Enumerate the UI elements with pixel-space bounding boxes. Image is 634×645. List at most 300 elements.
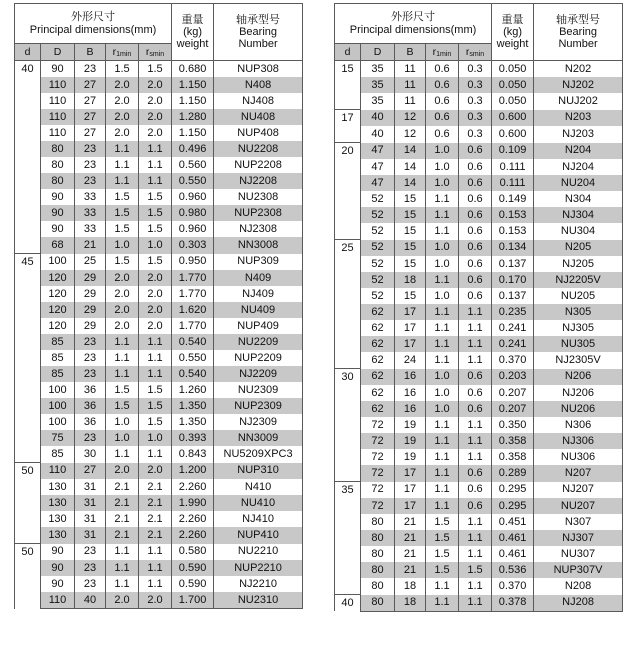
cell-d bbox=[15, 366, 41, 382]
cell-weight: 1.350 bbox=[172, 414, 214, 430]
cell-r1min: 1.0 bbox=[426, 288, 459, 304]
col-B-header: B bbox=[395, 44, 426, 61]
cell-rsmin: 0.6 bbox=[459, 385, 492, 401]
table-row bbox=[335, 449, 623, 465]
table-row bbox=[15, 189, 303, 205]
table-row bbox=[335, 417, 623, 433]
cell-r1min: 2.1 bbox=[106, 495, 139, 511]
cell-weight: 0.050 bbox=[492, 93, 534, 110]
cell-D: 62 bbox=[361, 369, 395, 386]
cell-d bbox=[15, 270, 41, 286]
cell-D: 35 bbox=[361, 61, 395, 78]
cell-D: 100 bbox=[41, 414, 75, 430]
cell-bearing-number: N409 bbox=[214, 270, 303, 286]
cell-B: 27 bbox=[75, 125, 106, 141]
cell-d: 20 bbox=[335, 143, 361, 160]
cell-d bbox=[15, 109, 41, 125]
cell-bearing-number: NU408 bbox=[214, 109, 303, 125]
cell-r1min: 1.1 bbox=[426, 191, 459, 207]
table-row bbox=[335, 482, 623, 499]
cell-rsmin: 2.0 bbox=[139, 125, 172, 141]
table-row bbox=[15, 560, 303, 576]
cell-d: 45 bbox=[15, 254, 41, 271]
cell-d bbox=[335, 93, 361, 110]
cell-d: 17 bbox=[335, 110, 361, 127]
cell-rsmin: 1.1 bbox=[459, 320, 492, 336]
cell-r1min: 2.0 bbox=[106, 318, 139, 334]
cell-D: 35 bbox=[361, 77, 395, 93]
cell-D: 100 bbox=[41, 254, 75, 271]
cell-B: 23 bbox=[75, 430, 106, 446]
cell-D: 110 bbox=[41, 93, 75, 109]
cell-d bbox=[15, 382, 41, 398]
cell-bearing-number: N203 bbox=[534, 110, 623, 127]
cell-D: 90 bbox=[41, 576, 75, 592]
cell-weight: 0.111 bbox=[492, 159, 534, 175]
cell-bearing-number: NUP2308 bbox=[214, 205, 303, 221]
cell-bearing-number: NJ304 bbox=[534, 207, 623, 223]
table-row bbox=[335, 175, 623, 191]
cell-bearing-number: NJ306 bbox=[534, 433, 623, 449]
cell-rsmin: 1.1 bbox=[139, 560, 172, 576]
cell-weight: 1.700 bbox=[172, 592, 214, 609]
cell-rsmin: 1.1 bbox=[459, 530, 492, 546]
cell-d bbox=[15, 157, 41, 173]
cell-B: 17 bbox=[395, 482, 426, 499]
cell-r1min: 0.6 bbox=[426, 93, 459, 110]
table-row bbox=[335, 207, 623, 223]
cell-r1min: 1.1 bbox=[426, 352, 459, 369]
cell-weight: 1.260 bbox=[172, 382, 214, 398]
cell-rsmin: 1.1 bbox=[459, 595, 492, 612]
cell-B: 27 bbox=[75, 463, 106, 480]
cell-D: 120 bbox=[41, 270, 75, 286]
cell-rsmin: 1.1 bbox=[459, 352, 492, 369]
cell-B: 29 bbox=[75, 270, 106, 286]
cell-r1min: 1.0 bbox=[106, 414, 139, 430]
cell-B: 31 bbox=[75, 495, 106, 511]
cell-r1min: 1.5 bbox=[106, 61, 139, 78]
table-row bbox=[335, 304, 623, 320]
cell-bearing-number: NU2209 bbox=[214, 334, 303, 350]
cell-bearing-number: N307 bbox=[534, 514, 623, 530]
cell-d bbox=[335, 272, 361, 288]
cell-rsmin: 0.6 bbox=[459, 143, 492, 160]
weight-header: 重量 (kg) weight bbox=[492, 4, 534, 61]
cell-D: 40 bbox=[361, 110, 395, 127]
cell-B: 16 bbox=[395, 401, 426, 417]
cell-weight: 1.280 bbox=[172, 109, 214, 125]
cell-d bbox=[335, 465, 361, 482]
cell-rsmin: 0.6 bbox=[459, 159, 492, 175]
table-row bbox=[15, 495, 303, 511]
cell-B: 36 bbox=[75, 382, 106, 398]
cell-D: 80 bbox=[361, 578, 395, 595]
cell-d: 15 bbox=[335, 61, 361, 78]
cell-d bbox=[335, 385, 361, 401]
cell-B: 19 bbox=[395, 433, 426, 449]
cell-D: 72 bbox=[361, 433, 395, 449]
cell-d: 40 bbox=[335, 595, 361, 612]
cell-r1min: 1.1 bbox=[106, 560, 139, 576]
cell-weight: 0.050 bbox=[492, 61, 534, 78]
cell-B: 23 bbox=[75, 350, 106, 366]
weight-header: 重量 (kg) weight bbox=[172, 4, 214, 61]
cell-weight: 0.461 bbox=[492, 546, 534, 562]
cell-D: 47 bbox=[361, 175, 395, 191]
cell-D: 47 bbox=[361, 159, 395, 175]
cell-D: 110 bbox=[41, 463, 75, 480]
table-row bbox=[15, 318, 303, 334]
cell-weight: 1.770 bbox=[172, 270, 214, 286]
cell-rsmin: 2.0 bbox=[139, 93, 172, 109]
cell-weight: 1.350 bbox=[172, 398, 214, 414]
cell-bearing-number: N305 bbox=[534, 304, 623, 320]
cell-weight: 0.207 bbox=[492, 385, 534, 401]
cell-rsmin: 0.6 bbox=[459, 369, 492, 386]
table-row bbox=[15, 414, 303, 430]
cell-d bbox=[335, 77, 361, 93]
cell-weight: 0.393 bbox=[172, 430, 214, 446]
cell-d bbox=[335, 530, 361, 546]
cell-r1min: 1.1 bbox=[106, 366, 139, 382]
cell-d bbox=[335, 175, 361, 191]
cell-B: 11 bbox=[395, 77, 426, 93]
bearing-number-header: 轴承型号 Bearing Number bbox=[214, 4, 303, 61]
cell-weight: 0.111 bbox=[492, 175, 534, 191]
cell-weight: 0.496 bbox=[172, 141, 214, 157]
cell-D: 110 bbox=[41, 109, 75, 125]
cell-rsmin: 1.1 bbox=[459, 433, 492, 449]
cell-rsmin: 0.3 bbox=[459, 110, 492, 127]
cell-weight: 0.235 bbox=[492, 304, 534, 320]
cell-D: 100 bbox=[41, 398, 75, 414]
cell-B: 27 bbox=[75, 109, 106, 125]
cell-B: 15 bbox=[395, 288, 426, 304]
cell-d bbox=[15, 125, 41, 141]
cell-bearing-number: NJ2308 bbox=[214, 221, 303, 237]
cell-r1min: 2.0 bbox=[106, 109, 139, 125]
table-row bbox=[15, 366, 303, 382]
cell-D: 80 bbox=[361, 546, 395, 562]
cell-B: 11 bbox=[395, 93, 426, 110]
cell-rsmin: 1.1 bbox=[459, 336, 492, 352]
cell-r1min: 2.0 bbox=[106, 125, 139, 141]
cell-rsmin: 1.5 bbox=[139, 221, 172, 237]
cell-B: 17 bbox=[395, 320, 426, 336]
cell-rsmin: 0.6 bbox=[459, 465, 492, 482]
cell-rsmin: 2.1 bbox=[139, 527, 172, 544]
cell-weight: 1.770 bbox=[172, 286, 214, 302]
table-row bbox=[335, 143, 623, 160]
cell-bearing-number: NJ203 bbox=[534, 126, 623, 143]
table-row bbox=[15, 93, 303, 109]
cell-D: 130 bbox=[41, 479, 75, 495]
cell-d bbox=[335, 417, 361, 433]
cell-r1min: 1.1 bbox=[426, 465, 459, 482]
cell-D: 80 bbox=[41, 157, 75, 173]
cell-rsmin: 1.5 bbox=[139, 382, 172, 398]
cell-rsmin: 0.6 bbox=[459, 482, 492, 499]
cell-d bbox=[335, 401, 361, 417]
cell-B: 15 bbox=[395, 240, 426, 257]
cell-bearing-number: N204 bbox=[534, 143, 623, 160]
cell-d: 25 bbox=[335, 240, 361, 257]
cell-bearing-number: NJ2305V bbox=[534, 352, 623, 369]
cell-rsmin: 1.1 bbox=[139, 576, 172, 592]
cell-rsmin: 1.1 bbox=[459, 578, 492, 595]
cell-bearing-number: NUP307V bbox=[534, 562, 623, 578]
cell-weight: 0.358 bbox=[492, 449, 534, 465]
cell-r1min: 1.1 bbox=[426, 595, 459, 612]
cell-r1min: 1.0 bbox=[106, 237, 139, 254]
cell-D: 80 bbox=[361, 514, 395, 530]
cell-weight: 0.137 bbox=[492, 288, 534, 304]
cell-bearing-number: NU2208 bbox=[214, 141, 303, 157]
cell-rsmin: 2.0 bbox=[139, 318, 172, 334]
table-row bbox=[335, 126, 623, 143]
cell-d bbox=[15, 334, 41, 350]
cell-d bbox=[335, 223, 361, 240]
cell-weight: 0.590 bbox=[172, 576, 214, 592]
cell-bearing-number: NN3009 bbox=[214, 430, 303, 446]
cell-rsmin: 0.6 bbox=[459, 272, 492, 288]
cell-D: 90 bbox=[41, 189, 75, 205]
cell-r1min: 1.0 bbox=[106, 430, 139, 446]
cell-rsmin: 2.0 bbox=[139, 77, 172, 93]
cell-r1min: 1.5 bbox=[106, 382, 139, 398]
col-rsmin-header: $r_{smin}$ bbox=[459, 44, 492, 61]
cell-B: 27 bbox=[75, 77, 106, 93]
cell-r1min: 1.5 bbox=[106, 221, 139, 237]
cell-B: 21 bbox=[395, 546, 426, 562]
cell-B: 23 bbox=[75, 544, 106, 561]
cell-bearing-number: NU409 bbox=[214, 302, 303, 318]
cell-B: 18 bbox=[395, 595, 426, 612]
cell-weight: 1.150 bbox=[172, 77, 214, 93]
cell-r1min: 1.1 bbox=[426, 223, 459, 240]
cell-bearing-number: NUP308 bbox=[214, 61, 303, 78]
cell-D: 85 bbox=[41, 366, 75, 382]
cell-B: 16 bbox=[395, 385, 426, 401]
cell-B: 15 bbox=[395, 207, 426, 223]
cell-d bbox=[15, 446, 41, 463]
cell-rsmin: 1.1 bbox=[459, 417, 492, 433]
cell-bearing-number: NU304 bbox=[534, 223, 623, 240]
cell-rsmin: 0.6 bbox=[459, 223, 492, 240]
cell-r1min: 1.0 bbox=[426, 143, 459, 160]
cell-d bbox=[15, 141, 41, 157]
cell-bearing-number: NUP2208 bbox=[214, 157, 303, 173]
cell-r1min: 0.6 bbox=[426, 61, 459, 78]
cell-bearing-number: NJ2209 bbox=[214, 366, 303, 382]
table-row bbox=[335, 562, 623, 578]
table-row bbox=[15, 237, 303, 254]
cell-r1min: 1.0 bbox=[426, 256, 459, 272]
table-row bbox=[15, 592, 303, 609]
cell-rsmin: 2.1 bbox=[139, 511, 172, 527]
cell-bearing-number: NJ208 bbox=[534, 595, 623, 612]
cell-bearing-number: NUP2309 bbox=[214, 398, 303, 414]
cell-rsmin: 0.3 bbox=[459, 61, 492, 78]
cell-weight: 1.200 bbox=[172, 463, 214, 480]
table-row bbox=[15, 157, 303, 173]
cell-d bbox=[15, 221, 41, 237]
cell-d bbox=[15, 495, 41, 511]
bearing-number-header: 轴承型号 Bearing Number bbox=[534, 4, 623, 61]
cell-r1min: 1.5 bbox=[426, 530, 459, 546]
cell-bearing-number: NUP409 bbox=[214, 318, 303, 334]
cell-weight: 0.451 bbox=[492, 514, 534, 530]
cell-d bbox=[15, 511, 41, 527]
table-row bbox=[335, 465, 623, 482]
cell-bearing-number: NU2310 bbox=[214, 592, 303, 609]
cell-weight: 0.960 bbox=[172, 221, 214, 237]
cell-D: 52 bbox=[361, 207, 395, 223]
cell-bearing-number: N408 bbox=[214, 77, 303, 93]
cell-rsmin: 2.0 bbox=[139, 286, 172, 302]
cell-rsmin: 1.1 bbox=[139, 334, 172, 350]
cell-d bbox=[335, 449, 361, 465]
cell-r1min: 1.1 bbox=[106, 173, 139, 189]
cell-r1min: 1.1 bbox=[106, 350, 139, 366]
cell-bearing-number: N205 bbox=[534, 240, 623, 257]
cell-bearing-number: NUP309 bbox=[214, 254, 303, 271]
cell-weight: 0.137 bbox=[492, 256, 534, 272]
cell-r1min: 1.0 bbox=[426, 159, 459, 175]
cell-rsmin: 1.1 bbox=[139, 173, 172, 189]
cell-r1min: 1.5 bbox=[426, 546, 459, 562]
cell-rsmin: 1.0 bbox=[139, 430, 172, 446]
cell-rsmin: 0.6 bbox=[459, 191, 492, 207]
table-row bbox=[335, 288, 623, 304]
cell-D: 72 bbox=[361, 465, 395, 482]
cell-d bbox=[335, 320, 361, 336]
cell-bearing-number: N306 bbox=[534, 417, 623, 433]
cell-weight: 0.241 bbox=[492, 320, 534, 336]
cell-d bbox=[15, 414, 41, 430]
cell-weight: 0.580 bbox=[172, 544, 214, 561]
cell-rsmin: 0.6 bbox=[459, 288, 492, 304]
table-row bbox=[335, 110, 623, 127]
table-row bbox=[335, 93, 623, 110]
cell-rsmin: 0.6 bbox=[459, 401, 492, 417]
cell-bearing-number: NUP310 bbox=[214, 463, 303, 480]
table-row bbox=[335, 385, 623, 401]
table-row bbox=[15, 350, 303, 366]
table-row bbox=[335, 256, 623, 272]
cell-D: 120 bbox=[41, 302, 75, 318]
cell-D: 85 bbox=[41, 446, 75, 463]
cell-weight: 0.461 bbox=[492, 530, 534, 546]
cell-r1min: 1.1 bbox=[426, 320, 459, 336]
cell-rsmin: 2.0 bbox=[139, 592, 172, 609]
cell-r1min: 1.5 bbox=[106, 189, 139, 205]
cell-d bbox=[15, 302, 41, 318]
cell-rsmin: 1.5 bbox=[139, 189, 172, 205]
cell-d bbox=[335, 256, 361, 272]
table-row bbox=[335, 546, 623, 562]
cell-bearing-number: NUP2210 bbox=[214, 560, 303, 576]
cell-d bbox=[335, 514, 361, 530]
table-row bbox=[335, 352, 623, 369]
cell-B: 12 bbox=[395, 126, 426, 143]
cell-B: 17 bbox=[395, 465, 426, 482]
col-B-header: B bbox=[75, 44, 106, 61]
table-row bbox=[15, 221, 303, 237]
table-row bbox=[335, 159, 623, 175]
cell-weight: 0.960 bbox=[172, 189, 214, 205]
cell-weight: 0.289 bbox=[492, 465, 534, 482]
cell-D: 72 bbox=[361, 482, 395, 499]
cell-D: 90 bbox=[41, 61, 75, 78]
cell-r1min: 1.1 bbox=[106, 446, 139, 463]
cell-bearing-number: NJ202 bbox=[534, 77, 623, 93]
cell-D: 130 bbox=[41, 527, 75, 544]
cell-B: 11 bbox=[395, 61, 426, 78]
cell-r1min: 1.1 bbox=[426, 417, 459, 433]
table-row bbox=[15, 479, 303, 495]
cell-d: 50 bbox=[15, 463, 41, 480]
cell-weight: 2.260 bbox=[172, 479, 214, 495]
cell-B: 15 bbox=[395, 223, 426, 240]
table-row bbox=[15, 270, 303, 286]
cell-r1min: 2.0 bbox=[106, 592, 139, 609]
cell-B: 18 bbox=[395, 578, 426, 595]
cell-D: 110 bbox=[41, 125, 75, 141]
cell-r1min: 1.1 bbox=[426, 336, 459, 352]
cell-D: 120 bbox=[41, 318, 75, 334]
cell-r1min: 1.0 bbox=[426, 401, 459, 417]
cell-weight: 0.550 bbox=[172, 350, 214, 366]
cell-bearing-number: NU2308 bbox=[214, 189, 303, 205]
cell-B: 19 bbox=[395, 417, 426, 433]
cell-d bbox=[335, 546, 361, 562]
table-row bbox=[15, 125, 303, 141]
cell-D: 62 bbox=[361, 336, 395, 352]
cell-weight: 2.260 bbox=[172, 527, 214, 544]
cell-D: 40 bbox=[361, 126, 395, 143]
cell-weight: 0.153 bbox=[492, 207, 534, 223]
cell-d bbox=[15, 237, 41, 254]
cell-rsmin: 0.3 bbox=[459, 93, 492, 110]
cell-r1min: 1.1 bbox=[426, 207, 459, 223]
cell-bearing-number: NUJ202 bbox=[534, 93, 623, 110]
cell-bearing-number: N410 bbox=[214, 479, 303, 495]
cell-d bbox=[335, 159, 361, 175]
cell-r1min: 2.1 bbox=[106, 527, 139, 544]
cell-bearing-number: NJ410 bbox=[214, 511, 303, 527]
cell-D: 80 bbox=[41, 173, 75, 189]
cell-B: 33 bbox=[75, 189, 106, 205]
cell-bearing-number: NJ2208 bbox=[214, 173, 303, 189]
cell-bearing-number: N206 bbox=[534, 369, 623, 386]
table-row bbox=[335, 578, 623, 595]
cell-bearing-number: NU2309 bbox=[214, 382, 303, 398]
cell-weight: 0.600 bbox=[492, 110, 534, 127]
cell-bearing-number: NU410 bbox=[214, 495, 303, 511]
cell-r1min: 0.6 bbox=[426, 77, 459, 93]
cell-D: 80 bbox=[361, 530, 395, 546]
cell-weight: 0.050 bbox=[492, 77, 534, 93]
cell-D: 62 bbox=[361, 304, 395, 320]
left-table-body bbox=[15, 61, 303, 609]
cell-d bbox=[15, 93, 41, 109]
cell-rsmin: 0.6 bbox=[459, 498, 492, 514]
cell-B: 29 bbox=[75, 286, 106, 302]
cell-d: 30 bbox=[335, 369, 361, 386]
cell-B: 23 bbox=[75, 560, 106, 576]
